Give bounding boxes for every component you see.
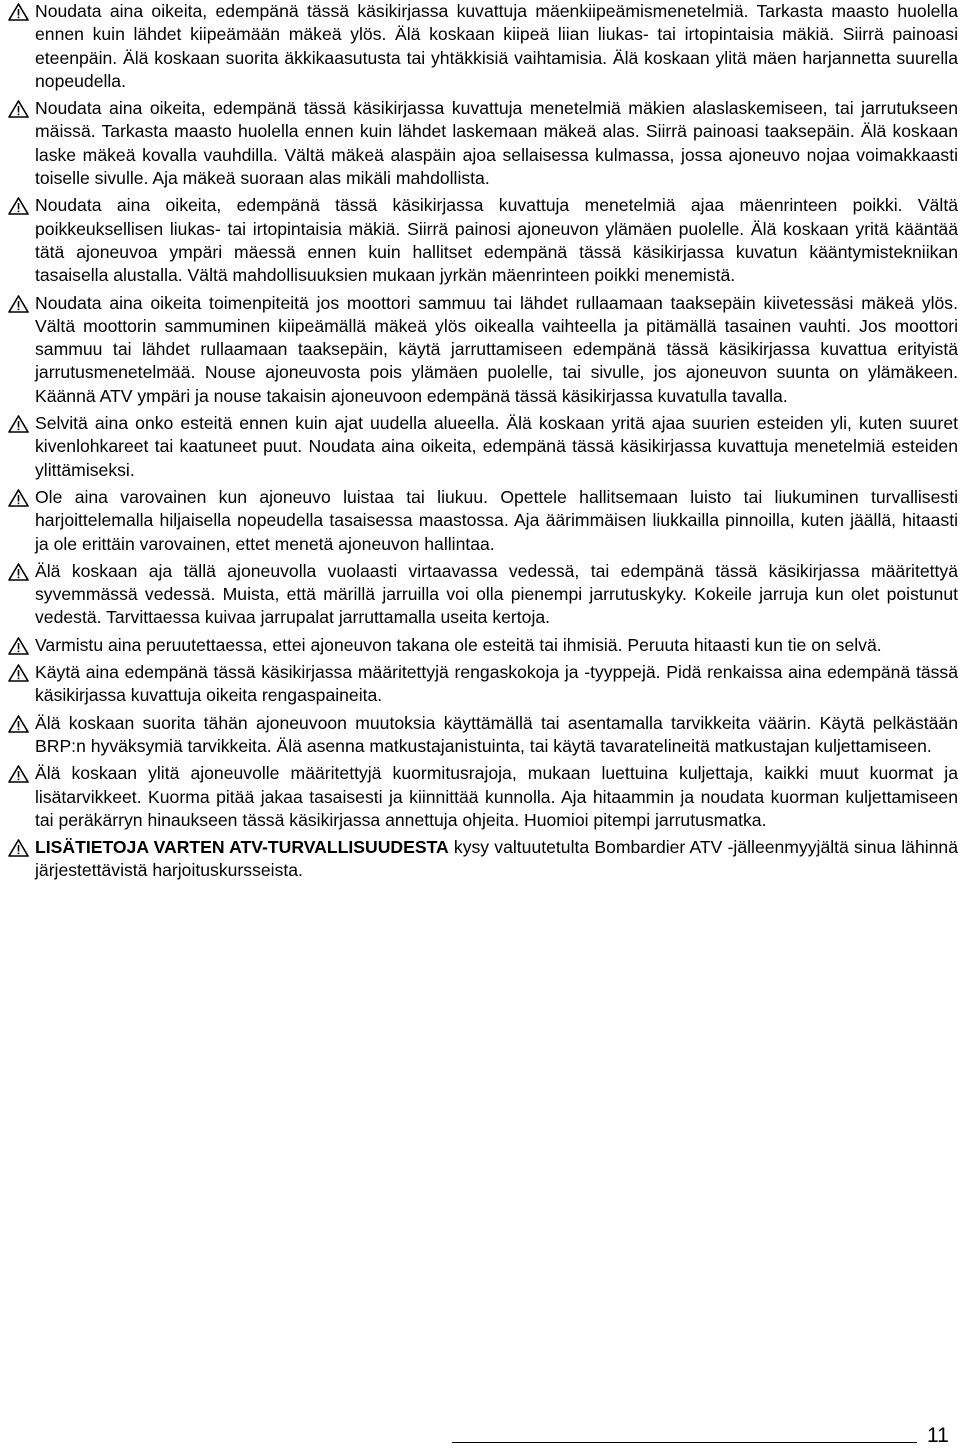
warning-item (8, 661, 958, 708)
warning-item (8, 560, 958, 630)
warning-item (8, 97, 958, 190)
warning-item (8, 194, 958, 287)
warning-text: Älä koskaan ylitä ajoneuvolle määritettyjä kuormitusrajoja, mukaan luettuina kuljettaja, kaikki muut kuormat ja lisätarvikkeet. Kuorma pitää jakaa tasaisesti ja kiinnittää kunnolla. Aja hitaammin ja noudata kuorman kuljettamiseen tai peräkärryn hinaukseen tässä käsikirjassa annettuja ohjeita. Huomioi pitempi jarrutusmatka. (35, 763, 958, 830)
warning-item (8, 712, 958, 759)
warning-text: Älä koskaan suorita tähän ajoneuvoon muutoksia käyttämällä tai asentamalla tarvikkeita väärin. Käytä pelkästään BRP:n hyväksymiä tarvikkeita. Älä asenna matkustajanistuinta, tai käytä tavaratelineitä matkustajan kuljettamiseen. (35, 712, 958, 756)
warning-icon (8, 197, 29, 215)
warning-icon (8, 3, 29, 21)
warning-item (8, 292, 958, 408)
warning-text: Noudata aina oikeita, edempänä tässä käsikirjassa kuvattuja menetelmiä ajaa mäenrinteen poikki. Vältä poikkeuksellisen liukas- tai irtopintaisia mäkiä. Siirrä painosi ajoneuvon ylämäen puolelle. Älä koskaan yritä kääntää tätä ajoneuvoa ympäri mäessä ennen kuin hallitset edempänä tässä käsikirjassa kuvatun kääntymistekniikan tasaisella alustalla. Vältä mahdollisuuksien mukaan jyrkän mäenrinteen poikki menemistä. (35, 195, 958, 286)
warning-icon (8, 715, 29, 733)
warning-icon (8, 415, 29, 433)
warning-text: Varmistu aina peruutettaessa, ettei ajoneuvon takana ole esteitä tai ihmisiä. Peruuta hitaasti kun tie on selvä. (35, 634, 882, 655)
warning-icon (8, 295, 29, 313)
warning-text: Noudata aina oikeita, edempänä tässä käsikirjassa kuvattuja mäenkiipeämismenetelmiä. Tarkasta maasto huolella ennen kuin lähdet kiipeämään mäkeä ylös. Älä koskaan kiipeä liian liukas- tai irtopintaisia mäkiä. Siirrä painoasi eteenpäin. Älä koskaan suorita äkkikaasutusta tai yhtäkkisiä vaihtamisia. Älä koskaan ylitä mäen harjannetta suurella nopeudella. (35, 1, 958, 91)
page-number: 11 (927, 1424, 949, 1447)
warning-text: Käytä aina edempänä tässä käsikirjassa määritettyjä rengaskokoja ja -tyyppejä. Pidä renkaissa aina edempänä tässä käsikirjassa kuvattuja oikeita rengaspaineita. (35, 662, 958, 706)
warning-icon (8, 839, 29, 857)
warning-icon (8, 489, 29, 507)
warning-icon (8, 765, 29, 783)
warning-text: Noudata aina oikeita, edempänä tässä käsikirjassa kuvattuja menetelmiä mäkien alaslaskemiseen, tai jarrutukseen mäissä. Tarkasta maasto huolella ennen kuin lähdet laskemaan mäkeä alas. Siirrä painoasi taaksepäin. Älä koskaan laske mäkeä kovalla vauhdilla. Vältä mäkeä alaspäin ajoa sellaisessa kulmassa, jossa ajoneuvo nojaa voimakkaasti toiselle sivulle. Aja mäkeä suoraan alas mikäli mahdollista. (35, 98, 958, 189)
warning-text: Selvitä aina onko esteitä ennen kuin ajat uudella alueella. Älä koskaan yritä ajaa suurien esteiden yli, kuten suuret kivenlohkareet tai kaatuneet puut. Noudata aina oikeita, edempänä tässä käsikirjassa kuvattuja menetelmiä esteiden ylittämiseksi. (35, 413, 958, 480)
final-warning-item (8, 836, 958, 883)
warning-item (8, 0, 958, 93)
warning-icon (8, 664, 29, 682)
warning-icon (8, 100, 29, 118)
warning-list (8, 0, 958, 887)
warning-icon (8, 563, 29, 581)
footer-rule (452, 1442, 917, 1443)
warning-item (8, 486, 958, 556)
warning-text: kysy valtuutetulta Bombardier ATV -jälleenmyyjältä sinua lähinnä järjestettävistä harjoituskursseista. (35, 837, 958, 881)
warning-lead-heading: LISÄTIETOJA VARTEN ATV-TURVALLISUUDESTA (35, 837, 449, 858)
warning-text: Älä koskaan aja tällä ajoneuvolla vuolaasti virtaavassa vedessä, tai edempänä tässä käsikirjassa määritettyä syvemmässä vedessä. Muista, että märillä jarruilla voi olla pienempi jarrutuskyky. Kokeile jarruja kun olet poistunut vedestä. Tarvittaessa kuivaa jarrupalat jarruttamalla useita kertoja. (35, 560, 958, 628)
warning-icon (8, 637, 29, 655)
warning-text: Noudata aina oikeita toimenpiteitä jos moottori sammuu tai lähdet rullaamaan taaksepäin kiivetessäsi mäkeä ylös. Vältä moottorin sammuminen kiipeämällä mäkeä ylös oikealla vaihteella ja pitämällä tasainen vauhti. Jos moottori sammuu tai lähdet rullaamaan taaksepäin, käytä jarruttamiseen edempänä tässä käsikirjassa kuvattua erityistä jarrutusmenetelmää. Nouse ajoneuvosta pois ylämäen puolelle, tai sivulle, jos ajoneuvon suunta on ylämäkeen. Käännä ATV ympäri ja nouse takaisin ajoneuvoon edempänä tässä käsikirjassa kuvatulla tavalla. (35, 292, 958, 406)
warning-item (8, 412, 958, 482)
warning-text: Ole aina varovainen kun ajoneuvo luistaa tai liukuu. Opettele hallitsemaan luisto tai liukuminen turvallisesti harjoittelemalla hiljaisella nopeudella tasaisessa maastossa. Aja äärimmäisen liukkailla pinnoilla, kuten jäällä, hitaasti ja ole erittäin varovainen, ettet menetä ajoneuvon hallintaa. (35, 486, 958, 554)
warning-item (8, 762, 958, 832)
warning-item (8, 634, 958, 657)
